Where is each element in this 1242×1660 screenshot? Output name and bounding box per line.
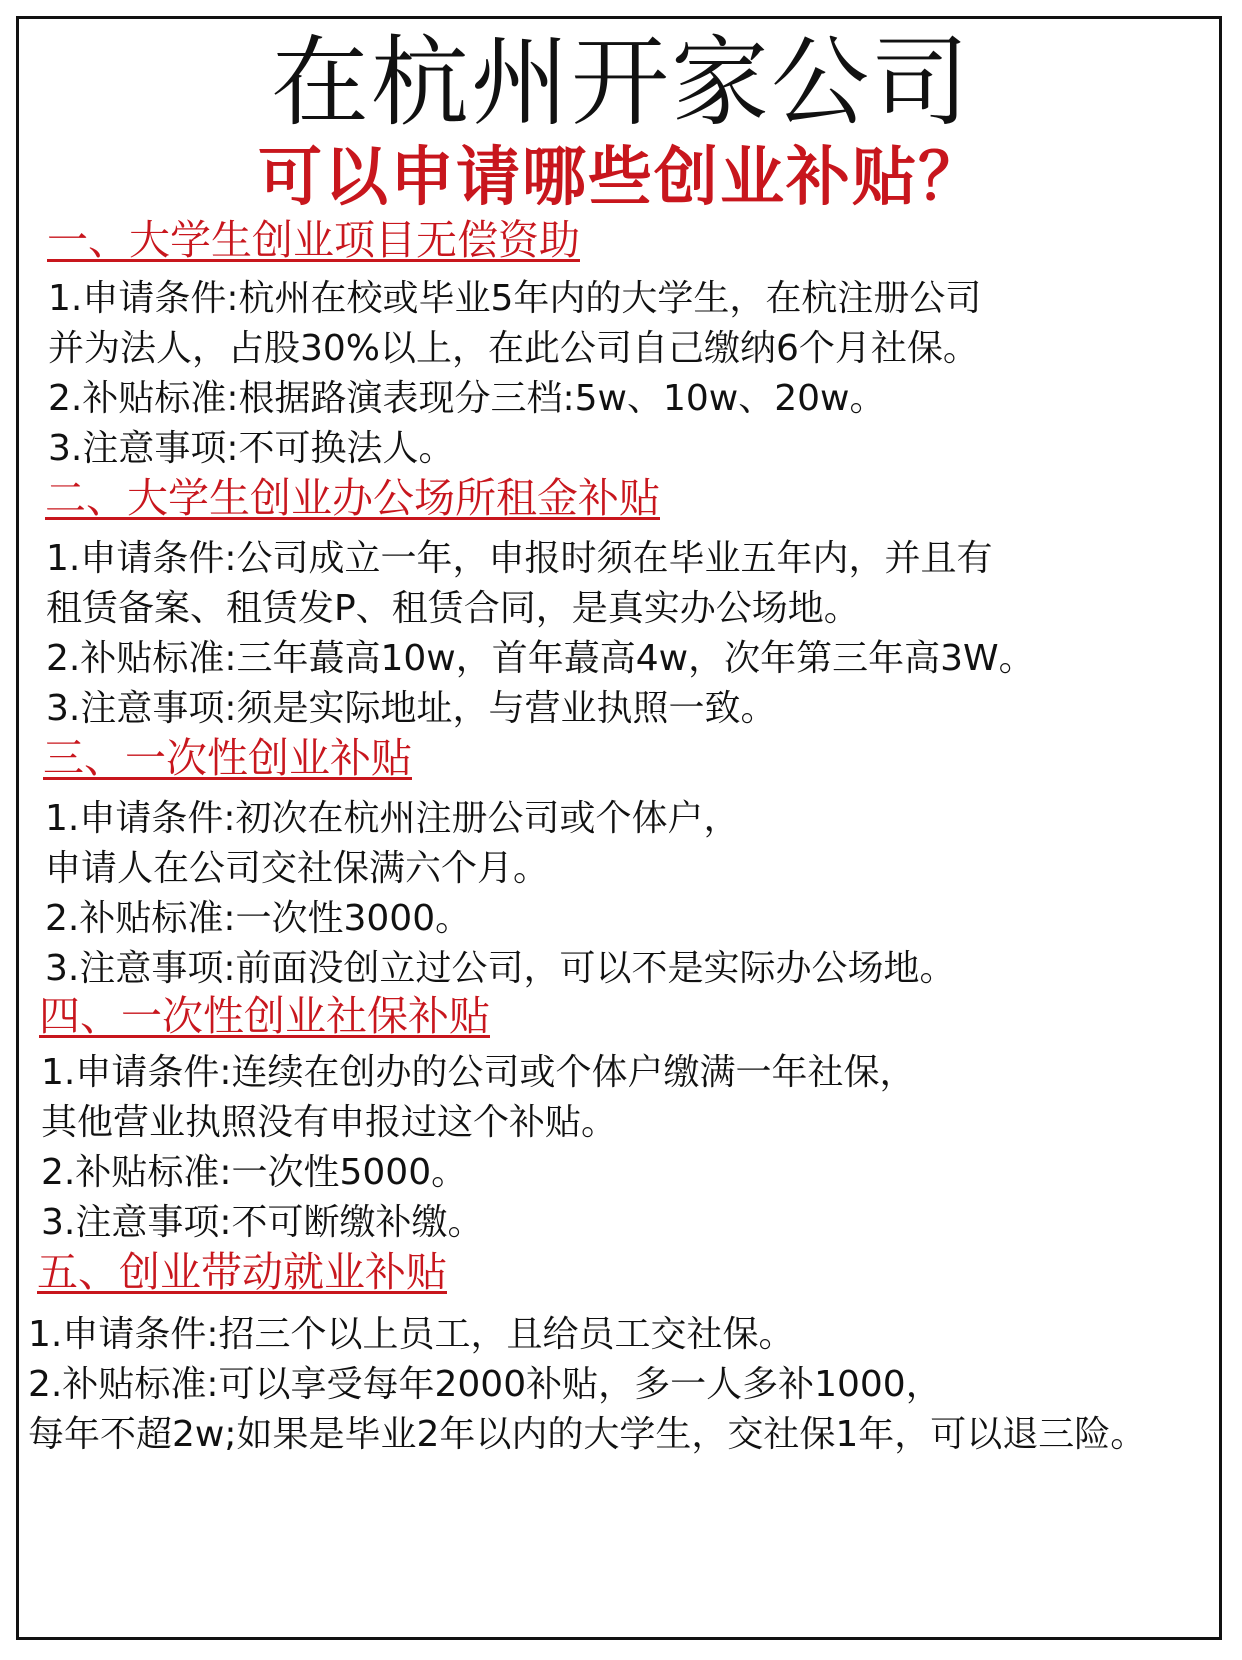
section-2-line: 租赁备案、租赁发P、租赁合同，是真实办公场地。 xyxy=(46,588,860,629)
section-4-line: 2.补贴标准:一次性5000。 xyxy=(41,1152,468,1193)
section-5-line: 每年不超2w;如果是毕业2年以内的大学生，交社保1年，可以退三险。 xyxy=(28,1414,1147,1455)
section-3-line: 2.补贴标准:一次性3000。 xyxy=(45,898,472,939)
section-2-heading: 二、大学生创业办公场所租金补贴 xyxy=(45,474,660,522)
section-5-line: 2.补贴标准:可以享受每年2000补贴，多一人多补1000， xyxy=(28,1364,942,1405)
section-5-heading: 五、创业带动就业补贴 xyxy=(37,1248,447,1296)
page-title: 在杭州开家公司 xyxy=(270,26,971,140)
section-4-line: 其他营业执照没有申报过这个补贴。 xyxy=(41,1102,618,1143)
section-2-line: 2.补贴标准:三年蕞高10w，首年蕞高4w，次年第三年高3W。 xyxy=(46,638,1035,679)
section-1-line: 1.申请条件:杭州在校或毕业5年内的大学生，在杭注册公司 xyxy=(48,278,982,319)
section-5-line: 1.申请条件:招三个以上员工，且给员工交社保。 xyxy=(28,1314,795,1355)
section-1-line: 并为法人，占股30%以上，在此公司自己缴纳6个月社保。 xyxy=(48,328,979,369)
section-4-line: 3.注意事项:不可断缴补缴。 xyxy=(41,1202,484,1243)
page-subtitle: 可以申请哪些创业补贴？ xyxy=(258,141,984,215)
section-4-line: 1.申请条件:连续在创办的公司或个体户缴满一年社保， xyxy=(41,1052,916,1093)
section-2-line: 3.注意事项:须是实际地址，与营业执照一致。 xyxy=(46,688,777,729)
section-3-line: 1.申请条件:初次在杭州注册公司或个体户， xyxy=(45,798,740,839)
section-4-heading: 四、一次性创业社保补贴 xyxy=(39,992,490,1040)
section-2-line: 1.申请条件:公司成立一年，申报时须在毕业五年内，并且有 xyxy=(46,538,993,579)
section-1-line: 2.补贴标准:根据路演表现分三档:5w、10w、20w。 xyxy=(48,378,886,419)
section-3-line: 3.注意事项:前面没创立过公司，可以不是实际办公场地。 xyxy=(45,948,956,989)
section-3-line: 申请人在公司交社保满六个月。 xyxy=(45,848,550,889)
section-1-heading: 一、大学生创业项目无偿资助 xyxy=(47,216,580,264)
section-1-line: 3.注意事项:不可换法人。 xyxy=(48,428,455,469)
section-3-heading: 三、一次性创业补贴 xyxy=(43,734,412,782)
